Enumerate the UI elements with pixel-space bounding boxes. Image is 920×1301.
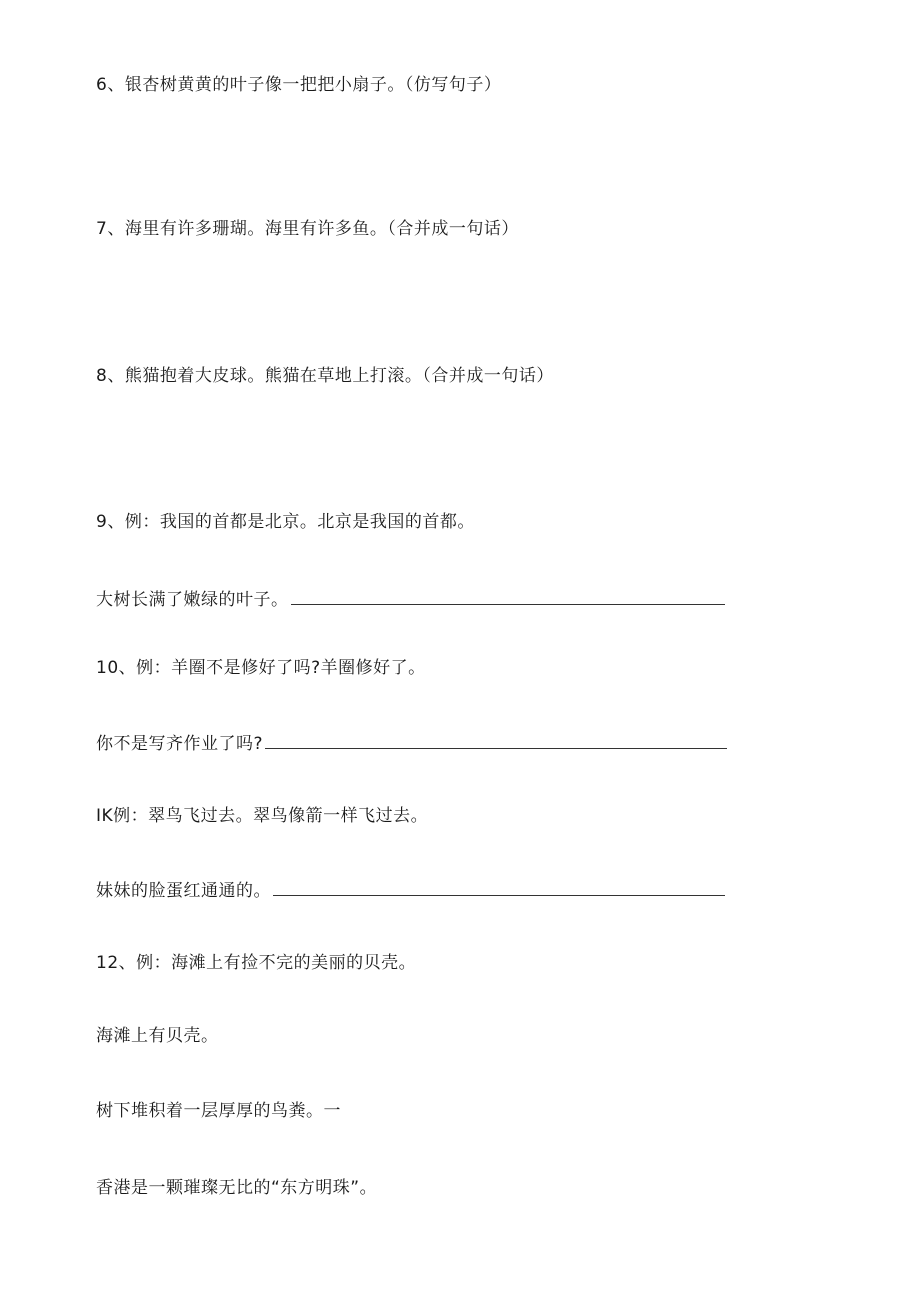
question-11-exercise [96,879,725,902]
question-10-example [96,657,426,679]
question-9-prompt: 大树长满了嫩绿的叶子。 [96,590,289,610]
question-12-text: 12、例：海滩上有捡不完的美丽的贝壳。 [96,953,417,973]
question-6 [96,74,501,96]
question-11-example [96,805,428,827]
question-11-text: IK例：翠鸟飞过去。翠鸟像箭一样飞过去。 [96,806,429,826]
question-8 [96,365,554,387]
question-7 [96,218,519,240]
question-7-text: 7、海里有许多珊瑚。海里有许多鱼。（合并成一句话） [96,219,519,239]
question-12-line-1 [96,1025,219,1047]
question-10-answer-blank[interactable] [265,732,727,749]
question-9-exercise [96,588,725,611]
question-10-prompt: 你不是写齐作业了吗? [96,734,264,754]
question-9-answer-blank[interactable] [291,588,725,605]
question-12-line-1-text: 海滩上有贝壳。 [96,1026,219,1046]
question-8-text: 8、熊猫抱着大皮球。熊猫在草地上打滚。（合并成一句话） [96,366,554,386]
question-11-answer-blank[interactable] [273,879,725,896]
question-11-prompt: 妹妹的脸蛋红通通的。 [96,881,271,901]
question-9-example [96,511,475,533]
question-12-line-2 [96,1100,341,1122]
question-12-line-3 [96,1177,377,1199]
question-12-line-2-text: 树下堆积着一层厚厚的鸟粪。一 [96,1101,341,1121]
question-12-example [96,952,416,974]
question-9-text: 9、例：我国的首都是北京。北京是我国的首都。 [96,512,475,532]
question-10-exercise [96,732,727,755]
question-6-text: 6、银杏树黄黄的叶子像一把把小扇子。（仿写句子） [96,75,502,95]
question-12-line-3-text: 香港是一颗璀璨无比的“东方明珠”。 [96,1178,378,1198]
question-10-text: 10、例：羊圈不是修好了吗?羊圈修好了。 [96,658,426,678]
